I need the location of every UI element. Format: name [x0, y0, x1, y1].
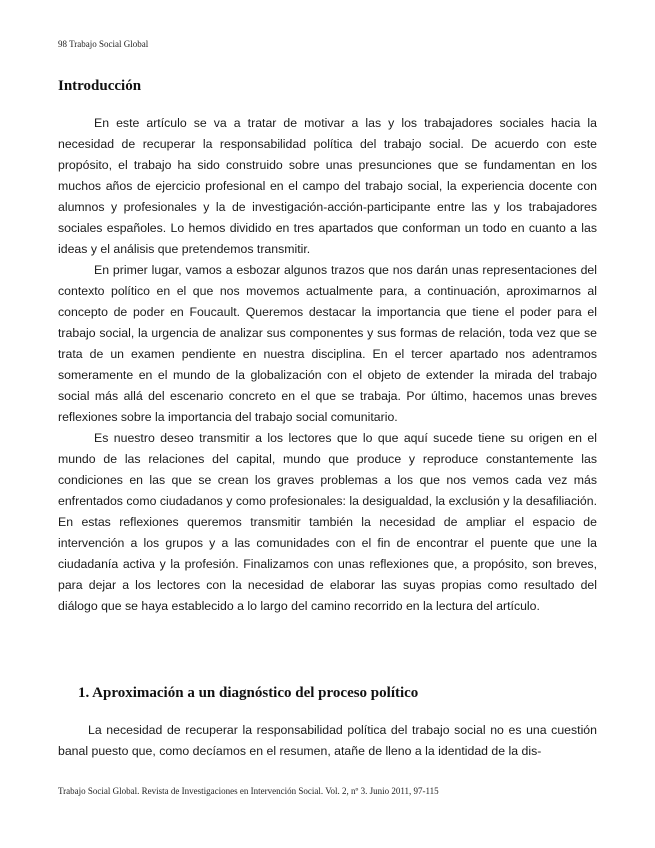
introduction-body	[58, 113, 597, 617]
introduction-paragraph-3: Es nuestro deseo transmitir a los lectores que lo que aquí sucede tiene su origen en el mundo de las relaciones del capital, mundo que produce y reproduce constantemente las condiciones en las que se crean los graves problemas a los que nos vemos cada vez más enfrentados como ciudadanos y como profesionales: la desigualdad, la exclusión y la desafiliación. En estas reflexiones queremos transmitir también la necesidad de ampliar el espacio de intervención a los grupos y a las comunidades con el fin de encontrar el puente que une la ciudadanía activa y la profesión. Finalizamos con unas reflexiones que, a propósito, son breves, para dejar a los lectores con la necesidad de elaborar las suyas propias como resultado del diálogo que se haya establecido a lo largo del camino recorrido en la lectura del artículo.	[58, 431, 597, 613]
section-one-body	[58, 720, 597, 762]
introduction-paragraph-2: En primer lugar, vamos a esbozar algunos trazos que nos darán unas representaciones del contexto político en el que nos movemos actualmente para, a continuación, aproximarnos al concepto de poder en Foucault. Queremos destacar la importancia que tiene el poder para el trabajo social, la urgencia de analizar sus componentes y sus formas de relación, toda vez que se trata de un examen pendiente en nuestra disciplina. En el tercer apartado nos adentramos someramente en el mundo de la globalización con el objeto de extender la mirada del trabajo social más allá del escenario concreto en el que se trabaja. Por último, hacemos unas breves reflexiones sobre la importancia del trabajo social comunitario.	[58, 263, 597, 424]
section-one-paragraph-1: La necesidad de recuperar la responsabilidad política del trabajo social no es una cuestión banal puesto que, como decíamos en el resumen, atañe de lleno a la identidad de la dis-	[58, 723, 597, 758]
page-footer-citation: Trabajo Social Global. Revista de Investigaciones en Intervención Social. Vol. 2, nº 3. Junio 2011, 97-115	[58, 786, 439, 796]
running-head: 98 Trabajo Social Global	[58, 39, 149, 49]
introduction-paragraph-1: En este artículo se va a tratar de motivar a las y los trabajadores sociales hacia la necesidad de recuperar la responsabilidad política del trabajo social. De acuerdo con este propósito, el trabajo ha sido construido sobre unas presunciones que se fundamentan en los muchos años de ejercicio profesional en el campo del trabajo social, la experiencia docente con alumnos y profesionales y la de investigación-acción-participante entre las y los trabajadores sociales españoles. Lo hemos dividido en tres apartados que conforman un todo en cuanto a las ideas y el análisis que pretendemos transmitir.	[58, 116, 597, 256]
section-one-heading: 1. Aproximación a un diagnóstico del proceso político	[78, 685, 419, 701]
introduction-heading: Introducción	[58, 78, 142, 94]
